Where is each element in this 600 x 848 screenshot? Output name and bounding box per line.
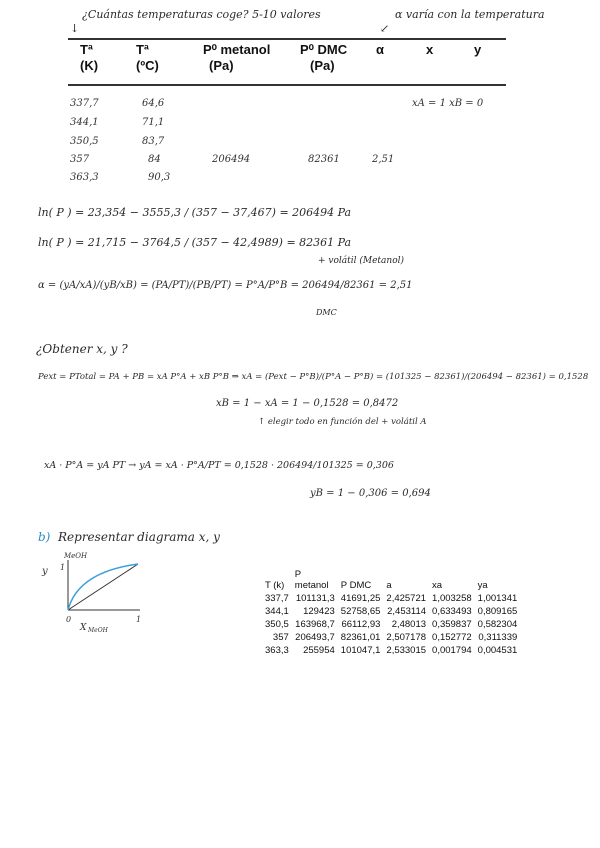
cell: 101131,3 — [295, 593, 335, 604]
row-4-p-metanol: 206494 — [212, 154, 251, 165]
choose-volatile-note: ↑ elegir todo en función del + volátil A — [258, 417, 427, 427]
ya-equation: xA · P°A = yA PT → yA = xA · P°A/PT = 0,1528 · 206494/101325 = 0,306 — [44, 460, 394, 471]
alpha-equation: α = (yA/xA)/(yB/xB) = (PA/PT)/(PB/PT) = P°A/P°B = 206494/82361 = 2,51 — [38, 280, 413, 291]
row-2-tk: 344,1 — [70, 117, 99, 128]
result-header-row — [262, 568, 520, 592]
sketch-x-sub: MeOH — [88, 627, 108, 634]
arrow-down-icon: ↓ — [70, 22, 80, 35]
arrow-down-icon: ↙ — [380, 22, 390, 35]
cell: 2,425721 — [386, 593, 427, 604]
cell: 0,809165 — [477, 606, 518, 617]
row-5-tc: 90,3 — [148, 172, 171, 183]
question-note: ¿Cuántas temperaturas coge? 5-10 valores — [82, 8, 321, 21]
header-x: x — [426, 42, 434, 57]
yb-equation: yB = 1 − 0,306 = 0,694 — [310, 488, 431, 499]
row-3-tc: 83,7 — [142, 136, 165, 147]
row-4-tc: 84 — [148, 154, 161, 165]
cell: 0,001794 — [432, 645, 472, 656]
col-a: a — [386, 580, 392, 591]
row-1-extra: xA = 1 xB = 0 — [412, 98, 484, 109]
dmc-subscript: DMC — [316, 308, 337, 317]
xb-equation: xB = 1 − xA = 1 − 0,1528 = 0,8472 — [216, 398, 399, 409]
cell: 357 — [272, 632, 289, 643]
cell: 344,1 — [265, 606, 289, 617]
antoine-metanol: ln( P ) = 23,354 − 3555,3 / (357 − 37,467) = 206494 Pa — [38, 206, 352, 219]
cell: 350,5 — [265, 619, 289, 630]
antoine-dmc: ln( P ) = 21,715 − 3764,5 / (357 − 42,4989) = 82361 Pa — [38, 236, 352, 249]
xa-equation: Pext = PTotal = PA + PB = xA P°A + xB P°B ⇒ xA = (Pext − P°B)/(P°A − P°B) = (101325 − 82361)/(206494 − 82361) = 0,1528 — [38, 372, 589, 382]
more-volatile-note: + volátil (Metanol) — [318, 256, 405, 266]
header-p-metanol: P⁰ metanol (Pa) — [203, 42, 271, 73]
table-row — [262, 644, 520, 657]
header-top-rule — [68, 38, 506, 40]
cell: 2,507178 — [386, 632, 427, 643]
row-4-p-dmc: 82361 — [308, 154, 340, 165]
col-ya: ya — [477, 580, 488, 591]
section-b-label: b) — [38, 530, 51, 544]
sketch-x-origin: 0 — [66, 615, 72, 624]
sketch-x-tick: 1 — [136, 615, 142, 624]
cell: 255954 — [303, 645, 335, 656]
col-p-metanol: P metanol — [294, 569, 329, 591]
sketch-x-label: X — [80, 623, 87, 633]
row-1-tk: 337,7 — [70, 98, 99, 109]
cell: 363,3 — [265, 645, 289, 656]
row-5-tk: 363,3 — [70, 172, 99, 183]
cell: 206493,7 — [295, 632, 335, 643]
row-3-tk: 350,5 — [70, 136, 99, 147]
table-row — [262, 592, 520, 605]
header-tc: Tª (ºC) — [136, 42, 159, 73]
cell: 163968,7 — [295, 619, 335, 630]
cell: 1,003258 — [432, 593, 472, 604]
sketch-y-sub: MeOH — [64, 552, 88, 560]
header-y: y — [474, 42, 482, 57]
cell: 2,533015 — [386, 645, 427, 656]
alpha-note: α varía con la temperatura — [395, 8, 545, 21]
sketch-diagonal — [68, 564, 138, 610]
obtain-xy-heading: ¿Obtener x, y ? — [36, 342, 128, 356]
header-p-dmc: P⁰ DMC (Pa) — [300, 42, 348, 73]
cell: 0,311339 — [478, 632, 518, 643]
row-4-alpha: 2,51 — [372, 154, 395, 165]
cell: 129423 — [303, 606, 335, 617]
table-row — [262, 618, 520, 631]
section-b-title: Representar diagrama x, y — [58, 530, 220, 544]
cell: 41691,25 — [340, 593, 381, 604]
row-2-tc: 71,1 — [142, 117, 165, 128]
cell: 337,7 — [265, 593, 289, 604]
table-row — [262, 605, 520, 618]
cell: 82361,01 — [340, 632, 381, 643]
header-bottom-rule — [68, 84, 506, 86]
result-table — [262, 568, 520, 657]
row-1-tc: 64,6 — [142, 98, 165, 109]
cell: 0,359837 — [432, 619, 472, 630]
header-alpha: α — [376, 42, 384, 57]
row-4-tk: 357 — [70, 154, 90, 165]
col-t: T (k) — [265, 580, 285, 591]
cell: 1,001341 — [477, 593, 518, 604]
cell: 2,48013 — [391, 619, 427, 630]
cell: 0,004531 — [477, 645, 518, 656]
col-xa: xa — [432, 580, 443, 591]
table-row — [262, 631, 520, 644]
header-tk: Tª (K) — [80, 42, 99, 73]
sketch-y-tick: 1 — [60, 563, 66, 572]
sketch-y-label: y — [42, 566, 48, 577]
xy-diagram-sketch — [40, 548, 160, 638]
cell: 66112,93 — [341, 619, 381, 630]
col-p-dmc: P DMC — [340, 580, 372, 591]
cell: 0,152772 — [432, 632, 472, 643]
cell: 2,453114 — [387, 606, 427, 617]
cell: 101047,1 — [340, 645, 381, 656]
cell: 0,633493 — [432, 606, 472, 617]
cell: 0,582304 — [477, 619, 518, 630]
cell: 52758,65 — [340, 606, 381, 617]
